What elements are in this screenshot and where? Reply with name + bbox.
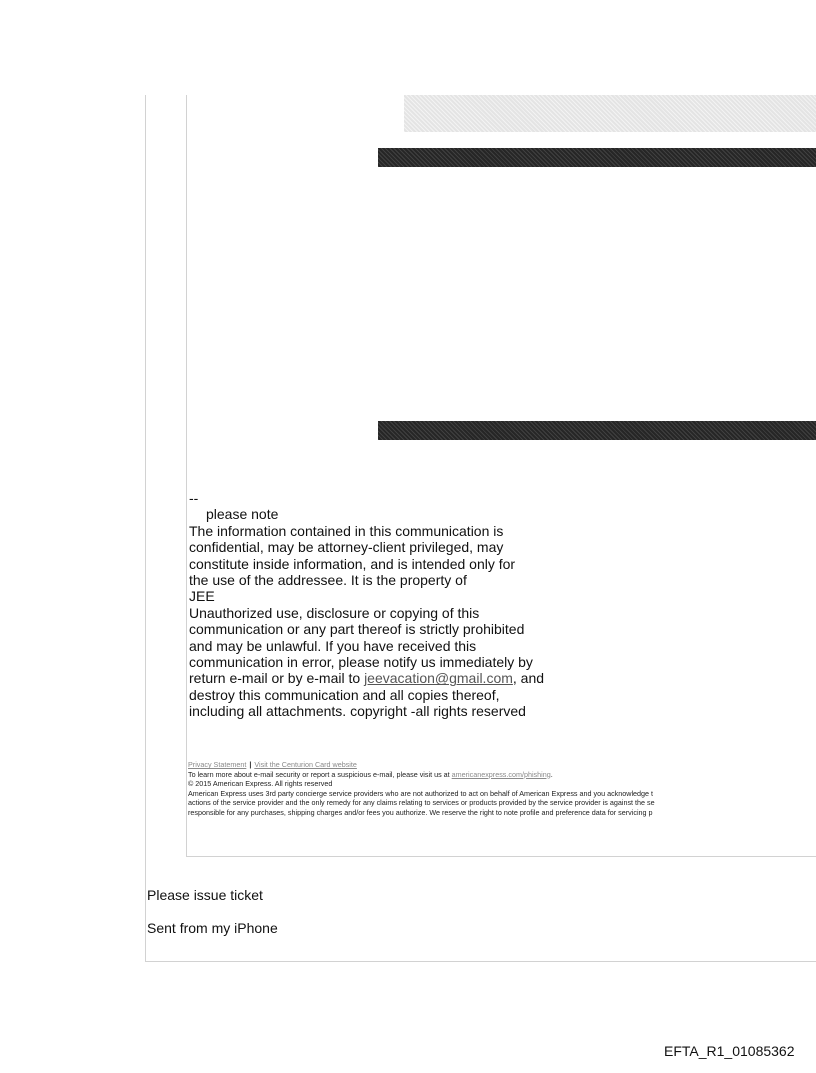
copyright-line: © 2015 American Express. All rights reserved xyxy=(188,779,333,789)
amex-footer xyxy=(188,760,816,818)
notice-line: constitute inside information, and is intended only for xyxy=(189,555,516,572)
centurion-website-link[interactable]: Visit the Centurion Card website xyxy=(254,760,357,769)
inner-quote-border xyxy=(186,95,816,857)
redaction-bar-bottom xyxy=(378,421,816,440)
footer-links-row xyxy=(188,760,816,770)
disclaimer-line: American Express uses 3rd party concierge service providers who are not authorized to act on behalf of American Express and you acknowledge t xyxy=(188,788,654,798)
security-line xyxy=(188,770,816,780)
link-separator: | xyxy=(249,760,252,769)
security-prefix: To learn more about e-mail security or report a suspicious e-mail, please visit us at xyxy=(188,769,452,779)
notice-line: The information contained in this communication is xyxy=(189,522,504,539)
signature-dash: -- xyxy=(189,490,199,506)
notice-line: communication or any part thereof is strictly prohibited xyxy=(189,621,525,638)
return-prefix: return e-mail or by e-mail to xyxy=(189,670,365,687)
notice-line: confidential, may be attorney-client privileged, may xyxy=(189,539,504,556)
email-link[interactable]: jeevacation@gmail.com xyxy=(364,670,513,687)
notice-line: communication in error, please notify us immediately by xyxy=(189,654,533,671)
return-suffix: , and xyxy=(512,670,545,687)
notice-line: Unauthorized use, disclosure or copying of this xyxy=(189,604,480,621)
notice-line: and may be unlawful. If you have received this xyxy=(189,637,477,654)
bates-number: EFTA_R1_01085362 xyxy=(664,1043,795,1059)
owner-name: JEE xyxy=(189,588,215,605)
return-email-line xyxy=(189,670,629,686)
phishing-link[interactable]: americanexpress.com/phishing xyxy=(451,769,551,779)
notice-line: destroy this communication and all copies thereof, xyxy=(189,686,500,703)
notice-line: the use of the addressee. It is the property of xyxy=(189,572,467,589)
reply-message: Please issue ticket xyxy=(147,887,263,903)
disclaimer-line: responsible for any purchases, shipping charges and/or fees you authorize. We reserve the right to note profile and preference data for servicing p xyxy=(188,807,653,817)
privacy-statement-link[interactable]: Privacy Statement xyxy=(188,760,247,769)
security-suffix: . xyxy=(550,769,553,779)
notice-line: including all attachments. copyright -all rights reserved xyxy=(189,703,526,720)
gray-image-placeholder xyxy=(404,95,816,132)
redaction-bar-top xyxy=(378,148,816,167)
disclaimer-line: actions of the service provider and the only remedy for any claims relating to services or products provided by the service provider is against the se xyxy=(188,798,655,808)
note-title: please note xyxy=(206,506,279,523)
email-signature xyxy=(189,490,629,720)
sent-from-line: Sent from my iPhone xyxy=(147,920,278,936)
